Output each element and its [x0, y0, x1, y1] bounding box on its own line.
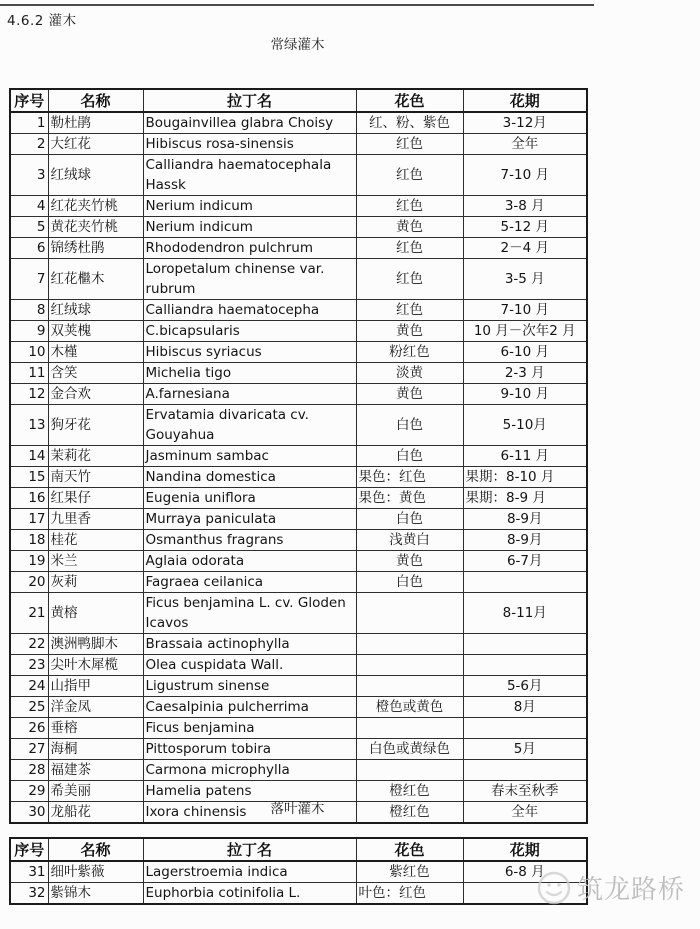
cell-name: 含笑 — [48, 363, 143, 384]
cell-flower-color — [356, 718, 463, 739]
cell-flower-color: 叶色：红色 — [356, 883, 463, 905]
cell-flower-color: 红、粉、紫色 — [356, 112, 463, 134]
cell-name: 勒杜鹃 — [48, 112, 143, 134]
cell-flower-color: 黄色 — [356, 551, 463, 572]
cell-latin: Ligustrum sinense — [143, 676, 356, 697]
cell-flower-period: 全年 — [463, 802, 587, 824]
table-row — [10, 300, 587, 321]
cell-flower-period — [463, 718, 587, 739]
cell-flower-period: 2-3 月 — [463, 363, 587, 384]
cell-latin: Calliandra haematocephala Hassk — [143, 155, 356, 196]
cell-flower-color: 白色 — [356, 509, 463, 530]
table-row — [10, 342, 587, 363]
cell-name: 福建茶 — [48, 760, 143, 781]
cell-flower-period: 5-10月 — [463, 405, 587, 446]
cell-latin: Hibiscus rosa-sinensis — [143, 134, 356, 155]
cell-latin: Ficus benjamina — [143, 718, 356, 739]
cell-index: 12 — [10, 384, 48, 405]
cell-flower-period: 全年 — [463, 134, 587, 155]
cell-flower-period: 6-11 月 — [463, 446, 587, 467]
cell-index: 28 — [10, 760, 48, 781]
cell-flower-period: 果期：8-9 月 — [463, 488, 587, 509]
table-row — [10, 572, 587, 593]
cell-flower-period: 8月 — [463, 697, 587, 718]
cell-flower-period — [463, 634, 587, 655]
cell-flower-period — [463, 572, 587, 593]
table-row — [10, 718, 587, 739]
evergreen-shrubs-table — [9, 88, 588, 824]
column-header: 拉丁名 — [143, 838, 356, 861]
cell-name: 山指甲 — [48, 676, 143, 697]
cell-name: 红果仔 — [48, 488, 143, 509]
cell-flower-color: 红色 — [356, 300, 463, 321]
cell-name: 洋金凤 — [48, 697, 143, 718]
cell-flower-period: 2－4 月 — [463, 238, 587, 259]
cell-flower-color: 浅黄白 — [356, 530, 463, 551]
cell-flower-color — [356, 676, 463, 697]
column-header: 花色 — [356, 89, 463, 112]
table-row — [10, 488, 587, 509]
table-row — [10, 217, 587, 238]
cell-flower-color: 白色 — [356, 572, 463, 593]
cell-flower-period: 5-12 月 — [463, 217, 587, 238]
watermark-text: 筑龙路桥 — [577, 875, 686, 905]
table-row — [10, 259, 587, 300]
cell-latin: Caesalpinia pulcherrima — [143, 697, 356, 718]
cell-index: 16 — [10, 488, 48, 509]
cell-flower-color: 白色 — [356, 405, 463, 446]
header-row — [10, 838, 587, 861]
table-row — [10, 134, 587, 155]
table-row — [10, 551, 587, 572]
cell-latin: Ficus benjamina L. cv. Gloden Icavos — [143, 593, 356, 634]
table-row — [10, 196, 587, 217]
cell-latin: Rhododendron pulchrum — [143, 238, 356, 259]
cell-flower-period: 6-7月 — [463, 551, 587, 572]
cell-index: 26 — [10, 718, 48, 739]
table-row — [10, 530, 587, 551]
column-header: 序号 — [10, 89, 48, 112]
cell-name: 红绒球 — [48, 300, 143, 321]
cell-flower-color: 淡黄 — [356, 363, 463, 384]
cell-name: 黄榕 — [48, 593, 143, 634]
cell-flower-color: 橙色或黄色 — [356, 697, 463, 718]
cell-latin: Osmanthus fragrans — [143, 530, 356, 551]
cell-flower-period: 春末至秋季 — [463, 781, 587, 802]
table-row — [10, 634, 587, 655]
table-row — [10, 676, 587, 697]
cell-index: 31 — [10, 861, 48, 883]
table-row — [10, 861, 587, 883]
table-row — [10, 655, 587, 676]
section-heading: 4.6.2 灌木 — [7, 13, 77, 29]
cell-flower-period: 果期：8-10 月 — [463, 467, 587, 488]
table-row — [10, 509, 587, 530]
cell-latin: Loropetalum chinense var. rubrum — [143, 259, 356, 300]
cell-latin: Lagerstroemia indica — [143, 861, 356, 883]
cell-flower-color: 橙红色 — [356, 802, 463, 824]
cell-index: 23 — [10, 655, 48, 676]
cell-latin: Euphorbia cotinifolia L. — [143, 883, 356, 905]
cell-flower-period: 6-10 月 — [463, 342, 587, 363]
cell-flower-color — [356, 593, 463, 634]
cell-flower-color — [356, 760, 463, 781]
cell-name: 九里香 — [48, 509, 143, 530]
cell-latin: Pittosporum tobira — [143, 739, 356, 760]
cell-index: 17 — [10, 509, 48, 530]
cell-flower-color — [356, 655, 463, 676]
cell-index: 2 — [10, 134, 48, 155]
deciduous-shrubs-table — [9, 837, 588, 905]
cell-name: 红花檵木 — [48, 259, 143, 300]
cell-name: 垂榕 — [48, 718, 143, 739]
cell-latin: Carmona microphylla — [143, 760, 356, 781]
table-row — [10, 405, 587, 446]
cell-index: 8 — [10, 300, 48, 321]
cell-latin: Hamelia patens — [143, 781, 356, 802]
cell-index: 15 — [10, 467, 48, 488]
cell-index: 27 — [10, 739, 48, 760]
table-row — [10, 446, 587, 467]
cell-latin: Aglaia odorata — [143, 551, 356, 572]
cell-index: 3 — [10, 155, 48, 196]
table-row — [10, 238, 587, 259]
cell-flower-color: 黄色 — [356, 217, 463, 238]
cell-latin: Hibiscus syriacus — [143, 342, 356, 363]
cell-flower-color — [356, 634, 463, 655]
cell-name: 黄花夹竹桃 — [48, 217, 143, 238]
cell-name: 木槿 — [48, 342, 143, 363]
cell-flower-color: 黄色 — [356, 384, 463, 405]
cell-latin: Ervatamia divaricata cv. Gouyahua — [143, 405, 356, 446]
column-header: 名称 — [48, 89, 143, 112]
column-header: 花期 — [463, 89, 587, 112]
cell-name: 金合欢 — [48, 384, 143, 405]
table-row — [10, 467, 587, 488]
cell-name: 双荚槐 — [48, 321, 143, 342]
cell-index: 20 — [10, 572, 48, 593]
cell-name: 紫锦木 — [48, 883, 143, 905]
header-row — [10, 89, 587, 112]
cell-flower-period: 8-11月 — [463, 593, 587, 634]
table-row — [10, 883, 587, 905]
cell-name: 灰莉 — [48, 572, 143, 593]
cell-flower-period: 8-9月 — [463, 509, 587, 530]
cell-index: 19 — [10, 551, 48, 572]
column-header: 花期 — [463, 838, 587, 861]
cell-flower-period: 9-10 月 — [463, 384, 587, 405]
cell-flower-color: 红色 — [356, 259, 463, 300]
column-header: 花色 — [356, 838, 463, 861]
cell-flower-color: 红色 — [356, 134, 463, 155]
cell-latin: Murraya paniculata — [143, 509, 356, 530]
cell-latin: Calliandra haematocepha — [143, 300, 356, 321]
cell-flower-color: 果色：黄色 — [356, 488, 463, 509]
cell-flower-color: 红色 — [356, 155, 463, 196]
cell-flower-color: 白色 — [356, 446, 463, 467]
cell-latin: Ixora chinensis — [143, 802, 356, 824]
cell-latin: Fagraea ceilanica — [143, 572, 356, 593]
top-rule — [0, 4, 594, 6]
cell-flower-color: 果色：红色 — [356, 467, 463, 488]
cell-index: 10 — [10, 342, 48, 363]
cell-latin: Nerium indicum — [143, 196, 356, 217]
cell-latin: Olea cuspidata Wall. — [143, 655, 356, 676]
table-row — [10, 593, 587, 634]
table-title-evergreen: 常绿灌木 — [270, 37, 325, 53]
cell-name: 锦绣杜鹃 — [48, 238, 143, 259]
cell-index: 29 — [10, 781, 48, 802]
table-row — [10, 321, 587, 342]
cell-flower-color: 粉红色 — [356, 342, 463, 363]
table-row — [10, 739, 587, 760]
cell-name: 茉莉花 — [48, 446, 143, 467]
table-row — [10, 112, 587, 134]
cell-latin: A.farnesiana — [143, 384, 356, 405]
cell-index: 1 — [10, 112, 48, 134]
cell-latin: Brassaia actinophylla — [143, 634, 356, 655]
cell-name: 大红花 — [48, 134, 143, 155]
cell-index: 21 — [10, 593, 48, 634]
cell-name: 狗牙花 — [48, 405, 143, 446]
cell-name: 尖叶木犀榄 — [48, 655, 143, 676]
table-row — [10, 155, 587, 196]
cell-index: 30 — [10, 802, 48, 824]
cell-latin: Michelia tigo — [143, 363, 356, 384]
cell-latin: C.bicapsularis — [143, 321, 356, 342]
cell-flower-period: 3-5 月 — [463, 259, 587, 300]
cell-flower-period: 10 月－次年2 月 — [463, 321, 587, 342]
cell-index: 14 — [10, 446, 48, 467]
column-header: 名称 — [48, 838, 143, 861]
cell-latin: Eugenia uniflora — [143, 488, 356, 509]
cell-name: 红绒球 — [48, 155, 143, 196]
cell-index: 25 — [10, 697, 48, 718]
table-row — [10, 363, 587, 384]
cell-index: 32 — [10, 883, 48, 905]
cell-flower-period: 7-10 月 — [463, 300, 587, 321]
cell-flower-period: 3-8 月 — [463, 196, 587, 217]
cell-flower-color: 红色 — [356, 238, 463, 259]
table-row — [10, 384, 587, 405]
cell-latin: Nerium indicum — [143, 217, 356, 238]
cell-index: 4 — [10, 196, 48, 217]
column-header: 序号 — [10, 838, 48, 861]
cell-latin: Nandina domestica — [143, 467, 356, 488]
cell-index: 18 — [10, 530, 48, 551]
cell-flower-period: 6-8 月 — [463, 861, 587, 883]
cell-name: 红花夹竹桃 — [48, 196, 143, 217]
cell-flower-period — [463, 760, 587, 781]
cell-flower-color: 橙红色 — [356, 781, 463, 802]
cell-flower-period — [463, 883, 587, 905]
cell-latin: Bougainvillea glabra Choisy — [143, 112, 356, 134]
table-row — [10, 697, 587, 718]
cell-flower-period: 5-6月 — [463, 676, 587, 697]
cell-flower-color: 白色或黄绿色 — [356, 739, 463, 760]
cell-index: 22 — [10, 634, 48, 655]
cell-name: 海桐 — [48, 739, 143, 760]
cell-name: 希美丽 — [48, 781, 143, 802]
table-title-deciduous: 落叶灌木 — [270, 801, 325, 817]
cell-flower-color: 红色 — [356, 196, 463, 217]
cell-flower-period — [463, 655, 587, 676]
cell-index: 5 — [10, 217, 48, 238]
cell-flower-period: 5月 — [463, 739, 587, 760]
cell-index: 7 — [10, 259, 48, 300]
cell-index: 6 — [10, 238, 48, 259]
cell-index: 13 — [10, 405, 48, 446]
cell-flower-color: 黄色 — [356, 321, 463, 342]
cell-index: 11 — [10, 363, 48, 384]
cell-index: 9 — [10, 321, 48, 342]
cell-flower-period: 3-12月 — [463, 112, 587, 134]
table-row — [10, 760, 587, 781]
cell-flower-period: 8-9月 — [463, 530, 587, 551]
cell-name: 米兰 — [48, 551, 143, 572]
cell-flower-color: 紫红色 — [356, 861, 463, 883]
cell-latin: Jasminum sambac — [143, 446, 356, 467]
cell-name: 细叶紫薇 — [48, 861, 143, 883]
cell-name: 澳洲鸭脚木 — [48, 634, 143, 655]
cell-name: 桂花 — [48, 530, 143, 551]
cell-index: 24 — [10, 676, 48, 697]
cell-name: 南天竹 — [48, 467, 143, 488]
column-header: 拉丁名 — [143, 89, 356, 112]
cell-name: 龙船花 — [48, 802, 143, 824]
cell-flower-period: 7-10 月 — [463, 155, 587, 196]
